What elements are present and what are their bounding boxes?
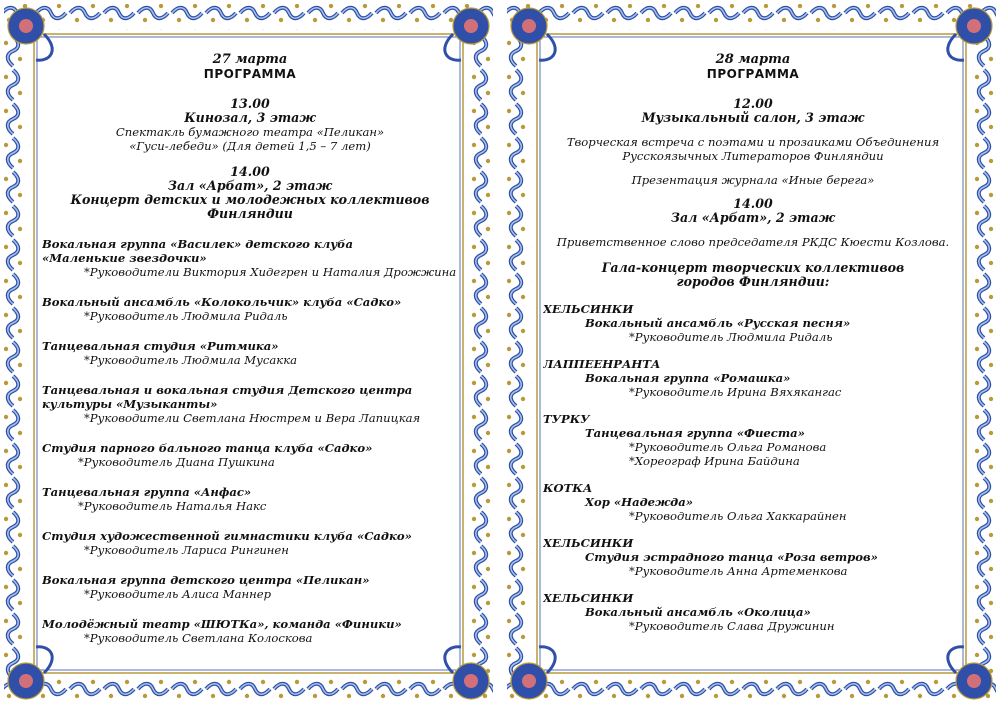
item-title: Студия парного бального танца клуба «Садко» <box>42 441 373 455</box>
program-item <box>42 617 458 645</box>
day2-s2-time: 14.00 <box>733 196 773 211</box>
program-content-day1 <box>42 44 458 664</box>
city-leader: *Руководитель Ирина Вяхякангас <box>629 385 842 399</box>
city-name: КОТКА <box>543 481 593 495</box>
city-name: ХЕЛЬСИНКИ <box>543 591 634 605</box>
city-leader: *Руководитель Людмила Ридаль <box>629 330 833 344</box>
city-name: ХЕЛЬСИНКИ <box>543 536 634 550</box>
day1-date: 27 марта <box>212 52 288 67</box>
city-block <box>543 591 963 633</box>
city-leader: *Руководитель Слава Дружинин <box>629 619 835 633</box>
program-page-day2 <box>503 0 1000 707</box>
day1-s1-desc-1: Спектакль бумажного театра «Пеликан» <box>115 125 385 139</box>
item-leader: *Руководитель Диана Пушкина <box>78 455 275 469</box>
city-leader: *Руководитель Ольга Романова <box>629 440 827 454</box>
city-block <box>543 302 963 344</box>
day2-s1-desc-2: Русскоязычных Литераторов Финляндии <box>622 149 884 163</box>
day1-program-heading: ПРОГРАММА <box>203 67 297 81</box>
program-item <box>42 441 458 469</box>
program-item <box>42 573 458 601</box>
day2-s1-desc-1: Творческая встреча с поэтами и прозаиками Объединения <box>566 135 940 149</box>
item-leader: *Руководитель Наталья Накс <box>78 499 267 513</box>
program-item <box>42 529 458 557</box>
city-group: Вокальный ансамбль «Русская песня» <box>585 316 851 330</box>
city-group: Студия эстрадного танца «Роза ветров» <box>585 550 878 564</box>
item-title: Студия художественной гимнастики клуба «Садко» <box>42 529 412 543</box>
program-item <box>42 237 458 279</box>
day2-gala-title-2: городов Финляндии: <box>676 274 830 289</box>
item-leader: *Руководитель Людмила Ридаль <box>84 309 288 323</box>
day2-program-heading: ПРОГРАММА <box>706 67 800 81</box>
item-leader: *Руководители Светлана Нюстрем и Вера Лапицкая <box>84 411 421 425</box>
city-name: ТУРКУ <box>543 412 590 426</box>
city-group: Вокальный ансамбль «Околица» <box>585 605 811 619</box>
item-title: Вокальный ансамбль «Колокольчик» клуба «Садко» <box>42 295 402 309</box>
program-item <box>42 485 458 513</box>
item-leader: *Руководитель Алиса Маннер <box>84 587 272 601</box>
city-name: ХЕЛЬСИНКИ <box>543 302 634 316</box>
program-item <box>42 295 458 323</box>
city-group: Вокальная группа «Ромашка» <box>585 371 791 385</box>
item-title: Танцевальная и вокальная студия Детского центра <box>42 383 413 397</box>
day1-s2-place: Зал «Арбат», 2 этаж <box>167 178 333 193</box>
day2-s1-desc-3: Презентация журнала «Иные берега» <box>631 173 875 187</box>
day1-s1-desc-2: «Гуси-лебеди» (Для детей 1,5 – 7 лет) <box>129 139 371 153</box>
item-title: Танцевальная студия «Ритмика» <box>42 339 279 353</box>
day1-s1-place: Кинозал, 3 этаж <box>184 110 316 125</box>
item-title-cont: культуры «Музыканты» <box>42 397 218 411</box>
item-title: Молодёжный театр «ШЮТКа», команда «Финики» <box>42 617 402 631</box>
day2-s2-desc: Приветственное слово председателя РКДС Кюести Козлова. <box>556 235 950 249</box>
item-title: Вокальная группа детского центра «Пеликан» <box>42 573 370 587</box>
day1-s2-title-2: Финляндии <box>207 206 293 221</box>
item-leader: *Руководители Виктория Хидегрен и Наталия Дрожжина <box>84 265 457 279</box>
day2-s1-place: Музыкальный салон, 3 этаж <box>641 110 865 125</box>
city-choreographer: *Хореограф Ирина Байдина <box>629 454 800 468</box>
item-title: Танцевальная группа «Анфас» <box>42 485 252 499</box>
city-group: Хор «Надежда» <box>585 495 693 509</box>
program-item <box>42 383 458 425</box>
program-item <box>42 339 458 367</box>
item-leader: *Руководитель Светлана Колоскова <box>84 631 313 645</box>
program-content-day2 <box>543 44 963 664</box>
day1-s1-time: 13.00 <box>230 96 270 111</box>
city-name: ЛАППЕЕНРАНТА <box>543 357 661 371</box>
city-block <box>543 481 963 523</box>
program-page-day1 <box>0 0 497 707</box>
city-group: Танцевальная группа «Фиеста» <box>585 426 805 440</box>
day2-gala-title-1: Гала-концерт творческих коллективов <box>601 260 905 275</box>
day2-s1-time: 12.00 <box>733 96 773 111</box>
day2-date: 28 марта <box>715 52 791 67</box>
city-block <box>543 412 963 468</box>
city-leader: *Руководитель Ольга Хаккарайнен <box>629 509 847 523</box>
item-leader: *Руководитель Людмила Мусакка <box>84 353 298 367</box>
city-leader: *Руководитель Анна Артеменкова <box>629 564 848 578</box>
item-title-cont: «Маленькие звездочки» <box>42 251 207 265</box>
day1-s2-title-1: Концерт детских и молодежных коллективов <box>70 192 430 207</box>
day1-s2-time: 14.00 <box>230 164 270 179</box>
item-leader: *Руководитель Лариса Рингинен <box>84 543 289 557</box>
day2-s2-place: Зал «Арбат», 2 этаж <box>670 210 836 225</box>
city-block <box>543 536 963 578</box>
city-block <box>543 357 963 399</box>
item-title: Вокальная группа «Василек» детского клуба <box>42 237 354 251</box>
